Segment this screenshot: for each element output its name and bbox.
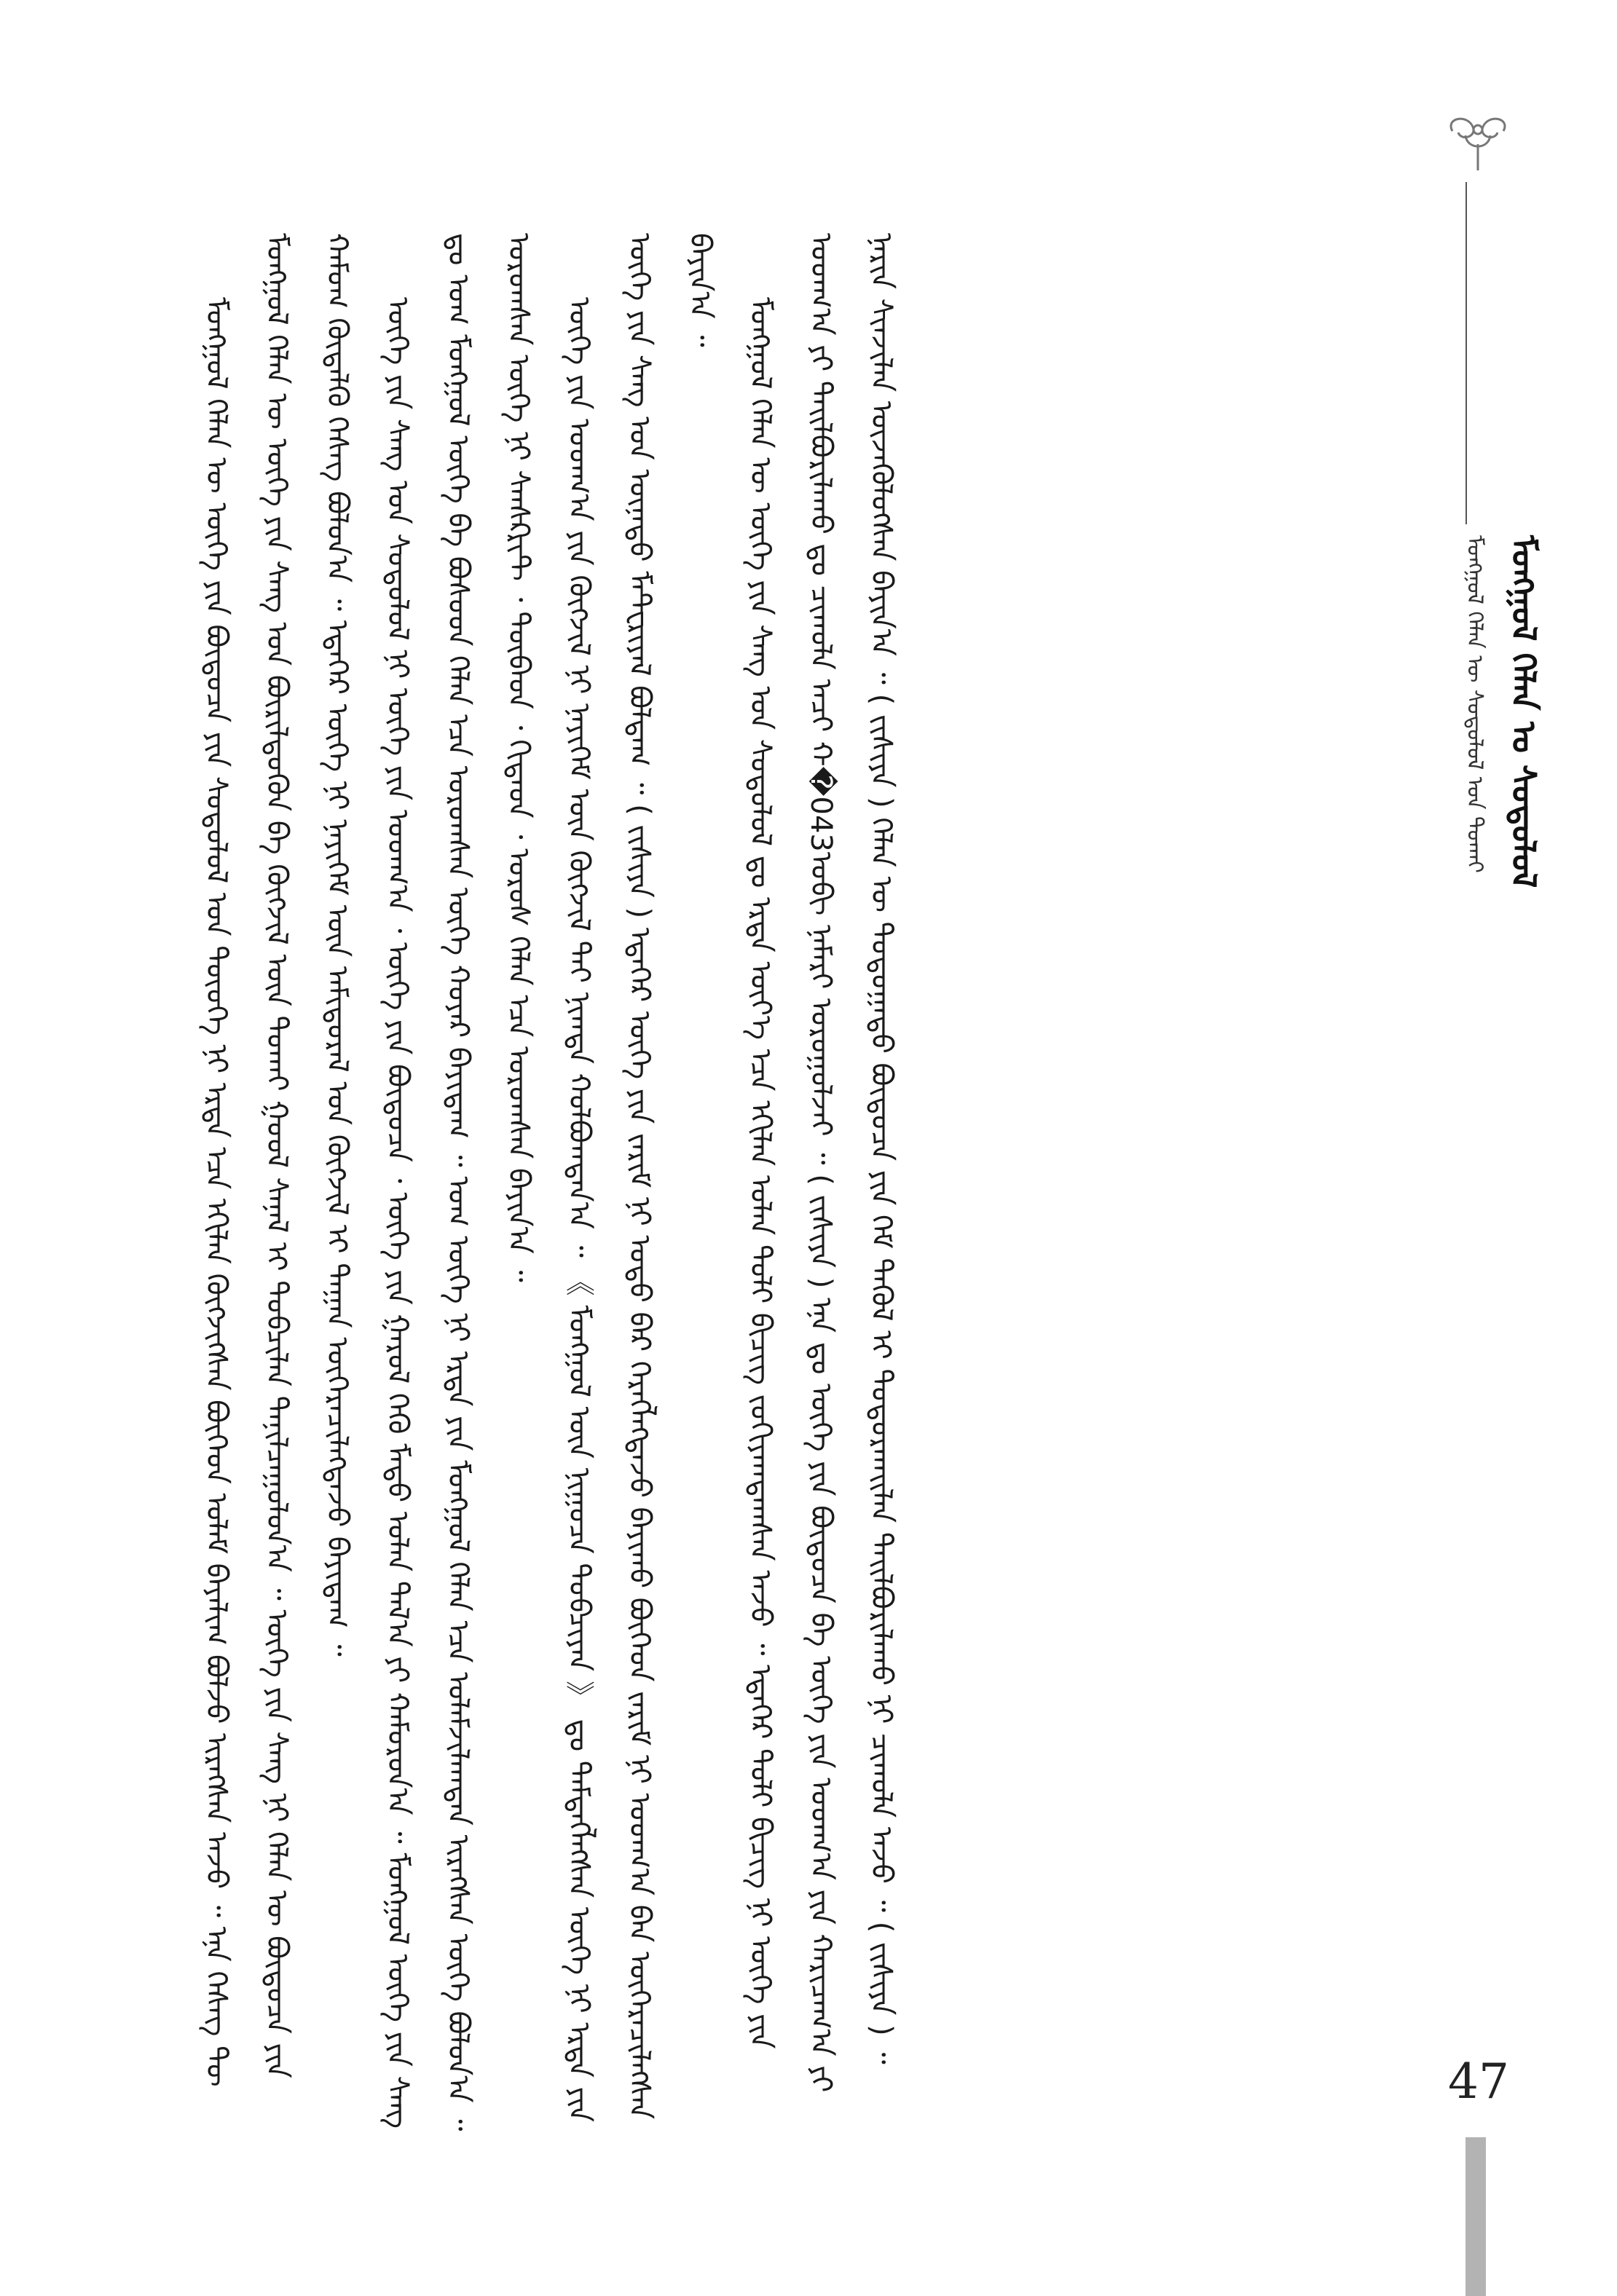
paragraph: ᠦᠭᠡ ᠶᠢᠨ ᠰᠠᠩ ᠤᠨ ᠰᠤᠳᠤᠯᠤᠯ ᠨᠢ ᠦᠭᠡ ᠶᠢᠨ ᠤᠳᠬ᠎ᠠ ᠂ ᠦᠭᠡ ᠶᠢᠨ ᠪᠦᠲᠦᠴᠡ ᠂ ᠦᠭᠡ ᠶᠢᠨ ᠭᠠᠷᠤᠯ ᠭᠡᠬᠦ ᠮᠡᠲᠦ ᠣᠯᠠᠨ ᠲᠠᠯ᠎ᠠ ᠶᠢ ᠬᠠᠮᠤᠷᠤᠨ᠎ᠠ ᠃ ᠮᠣᠩᠭᠣᠯ ᠦᠭᠡ ᠶᠢᠨ ᠰᠠᠩ ᠳᠤ ᠤᠭ ᠮᠣᠩᠭᠣᠯ ᠦᠭᠡ ᠪᠠ ᠪᠤᠰᠤᠳ ᠬᠡᠯᠡᠨ ᠡᠴᠡ ᠣᠷᠣᠭᠰᠠᠨ ᠦᠭᠡ ᠬᠣᠶᠠᠷ ᠪᠠᠶᠢᠳᠠᠭ ᠃ ᠤᠭ ᠦᠭᠡ ᠨᠢ ᠡᠷᠲᠡ ᠶᠢᠨ ᠮᠣᠩᠭᠣᠯ ᠬᠡᠯᠡᠨ ᠡᠴᠡ ᠤᠯᠠᠮᠵᠢᠯᠠᠭᠳᠠᠨ ᠢᠷᠡᠭᠰᠡᠨ ᠦᠭᠡ ᠪᠣᠯᠤᠨ᠎ᠠ ᠃ ᠣᠷᠣᠭᠰᠠᠨ ᠦᠭᠡ ᠨᠢ ᠰᠠᠨᠰᠺᠷᠢᠲ ᠂ ᠲᠥᠪᠡᠳ ᠂ ᠬᠢᠲᠠᠳ ᠂ ᠣᠷᠣᠰ ᠬᠡᠯᠡᠨ ᠡᠴᠡ ᠣᠷᠣᠭᠰᠠᠨ ᠪᠠᠶᠢᠨ᠎ᠠ ᠃: [381, 233, 535, 2131]
running-header-subtitle: ᠮᠣᠩᠭᠣᠯ ᠬᠡᠯᠡᠨ ᠦ ᠰᠤᠳᠤᠯᠤᠯ ᠤᠨ ᠲᠤᠬᠠᠢ: [1462, 535, 1487, 873]
paragraph: ᠮᠣᠩᠭᠣᠯ ᠬᠡᠯᠡᠨ ᠦ ᠦᠭᠡ ᠶᠢᠨ ᠪᠦᠲᠦᠴᠡ ᠶᠢᠨ ᠰᠤᠳᠤᠯᠤᠯ ᠤᠨ ᠲᠦᠦᠬᠡ ᠨᠢ ᠡᠷᠲᠡ ᠡᠴᠡ ᠡᠬᠢᠯᠡᠨ ᠬᠥᠭᠵᠢᠭᠰᠡᠨ ᠪᠥᠭᠡᠳ ᠤᠯᠠᠮ ᠪᠠᠶᠠᠯᠢᠭ ᠪᠣᠯᠵᠤ ᠢᠷᠡᠭᠰᠡᠨ ᠠᠵᠤ ᠃ ᠡᠨᠡ ᠬᠡᠰᠡᠭ ᠲᠦ ᠮᠣᠩᠭᠣᠯ ᠬᠡᠯᠡᠨ ᠦ ᠦᠭᠡ ᠶᠢᠨ ᠰᠠᠩ ᠤᠨ ᠪᠦᠷᠢᠯᠳᠦᠬᠦᠨ ᠪᠠ ᠬᠥᠭᠵᠢᠯ ᠦᠨ ᠲᠤᠬᠠᠢ ᠭᠣᠣᠯ ᠰᠠᠨᠠᠯ ᠢ ᠲᠣᠪᠴᠢᠯᠠᠨ ᠲᠠᠨᠢᠯᠴᠠᠭᠤᠯᠤᠨ᠎ᠠ ᠃ ᠦᠭᠡ ᠶᠢᠨ ᠰᠠᠩ ᠨᠢ ᠬᠡᠯᠡᠨ ᠦ ᠪᠦᠲᠦᠴᠡ ᠶᠢᠨ ᠬᠠᠮᠤᠭ ᠬᠥᠳᠡᠯᠬᠦ ᠬᠡᠰᠡᠭ ᠪᠣᠯᠤᠨ᠎ᠠ ᠃ ᠡᠳᠡᠭᠡᠷ ᠦᠭᠡ ᠨᠢ ᠨᠡᠶᠢᠭᠡᠮ ᠦᠨ ᠠᠮᠢᠳᠤᠷᠠᠯ ᠤᠨ ᠬᠥᠭᠵᠢᠯ ᠢ ᠳᠠᠭᠠᠨ ᠥᠭᠡᠷᠡᠴᠢᠯᠡᠭᠳᠡᠵᠦ ᠪᠠᠶᠢᠳᠠᠭ ᠃: [200, 233, 354, 2087]
running-header: [1428, 109, 1573, 888]
page-edge-tab: [1465, 2137, 1486, 2296]
paragraph: ᠦᠭᠡ ᠶᠢᠨ ᠤᠳᠬ᠎ᠠ ᠶᠢᠨ ᠬᠥᠭᠵᠢᠯ ᠨᠢ ᠨᠡᠶᠢᠭᠡᠮ ᠦᠨ ᠬᠥᠭᠵᠢᠯ ᠲᠡᠢ ᠨᠢᠭᠲᠠ ᠬᠣᠯᠪᠣᠭᠳᠠᠨ᠎ᠠ ᠃ 《 ᠮᠣᠩᠭᠣᠯ ᠦᠨ ᠨᠢᠭᠤᠴᠠ ᠲᠣᠪᠴᠢᠶᠠᠨ 》 ᠳᠤ ᠲᠡᠮᠳᠡᠭᠯᠡᠭᠰᠡᠨ ᠦᠭᠡ ᠨᠢ ᠡᠷᠲᠡ ᠶᠢᠨ ᠦᠭᠡ ᠶᠢᠨ ᠰᠠᠩ ᠤᠨ ᠦᠨᠡᠲᠦ ᠮᠠᠲᠸᠷᠢᠶᠠᠯ ᠪᠣᠯᠳᠠᠭ ᠃ ( ᠵᠢᠱᠢᠶᠡ ) ᠡᠳᠡᠭᠡᠷ ᠦᠭᠡ ᠶᠢᠨ ᠵᠠᠷᠢᠮ ᠨᠢ ᠣᠳᠣ ᠪᠠᠷ ᠬᠡᠷᠡᠭᠯᠡᠭᠳᠡᠵᠦ ᠪᠠᠶᠢᠬᠤ ᠪᠥᠭᠡᠳ ᠵᠠᠷᠢᠮ ᠨᠢ ᠤᠳᠬ᠎ᠠ ᠪᠡᠨ ᠥᠭᠡᠷᠡᠴᠢᠯᠡᠭᠰᠡᠨ ᠪᠠᠶᠢᠨ᠎ᠠ ᠃: [562, 233, 717, 2123]
paragraph: ᠮᠣᠩᠭᠣᠯ ᠬᠡᠯᠡᠨ ᠦ ᠦᠭᠡ ᠶᠢᠨ ᠰᠠᠩ ᠤᠨ ᠰᠤᠳᠤᠯᠤᠯ ᠳᠤ ᠡᠷᠲᠡ ᠦᠶ᠎ᠡ ᠡᠴᠡ ᠡᠬᠢᠯᠡᠨ ᠣᠯᠠᠨ ᠲᠣᠯᠢ ᠪᠢᠴᠢᠭ ᠵᠣᠬᠢᠶᠠᠭᠳᠠᠭᠰᠠᠨ ᠠᠵᠤ ᠃ ᠡᠳᠡᠭᠡᠷ ᠲᠣᠯᠢ ᠪᠢᠴᠢᠭ ᠨᠢ ᠦᠭᠡ ᠶᠢᠨ ᠤᠳᠬ᠎ᠠ ᠶᠢ ᠲᠠᠢᠯᠪᠤᠷᠢᠯᠠᠬᠤ ᠳᠤ ᠴᠢᠬᠤᠯᠠ ᠠᠴᠢ ᠬ�043ᠣᠪᠢ ᠨᠡᠮᠡᠷᠢ ᠣᠷᠣᠭᠤᠯᠵᠠᠢ ᠃ ( ᠵᠢᠱᠢᠶᠡ ) ᠡᠨᠡ ᠳᠤ ᠦᠭᠡ ᠶᠢᠨ ᠪᠦᠲᠦᠴᠡ ᠪᠠ ᠦᠭᠡ ᠶᠢᠨ ᠤᠳᠬ᠎ᠠ ᠶᠢᠨ ᠬᠠᠷᠢᠴᠠᠭ᠎ᠠ ᠶᠢ ᠨᠠᠷᠢᠨ ᠰᠢᠨᠵᠢᠯᠡᠨ ᠦᠵᠡᠭᠦᠯᠦᠭᠰᠡᠨ ᠪᠠᠶᠢᠨ᠎ᠠ ᠃ ( ᠵᠢᠱᠢᠶᠡ ) ᠬᠡᠯᠡᠨ ᠦ ᠳᠣᠲᠣᠭᠠᠳᠤ ᠪᠦᠲᠦᠴᠡ ᠶᠢᠨ ᠬᠡᠮ ᠲᠡᠭᠦᠯ ᠢ ᠲᠣᠳᠣᠷᠬᠠᠢᠯᠠᠨ ᠲᠠᠢᠯᠪᠤᠷᠢᠯᠠᠬᠤ ᠨᠢ ᠴᠢᠬᠤᠯᠠ ᠠᠵᠤ ᠃ ( ᠵᠢᠱᠢᠶᠡ ) ᠃: [744, 233, 898, 2093]
running-header-title: ᠮᠣᠩᠭᠣᠯ ᠬᠡᠯᠡᠨ ᠤ ᠰᠤᠳᠤᠯᠤᠯ: [1504, 535, 1543, 888]
ornament-icon: [1438, 109, 1518, 175]
page-number: 47: [1448, 2054, 1509, 2110]
body-text: [186, 233, 1409, 2134]
header-rule: [1465, 182, 1467, 524]
